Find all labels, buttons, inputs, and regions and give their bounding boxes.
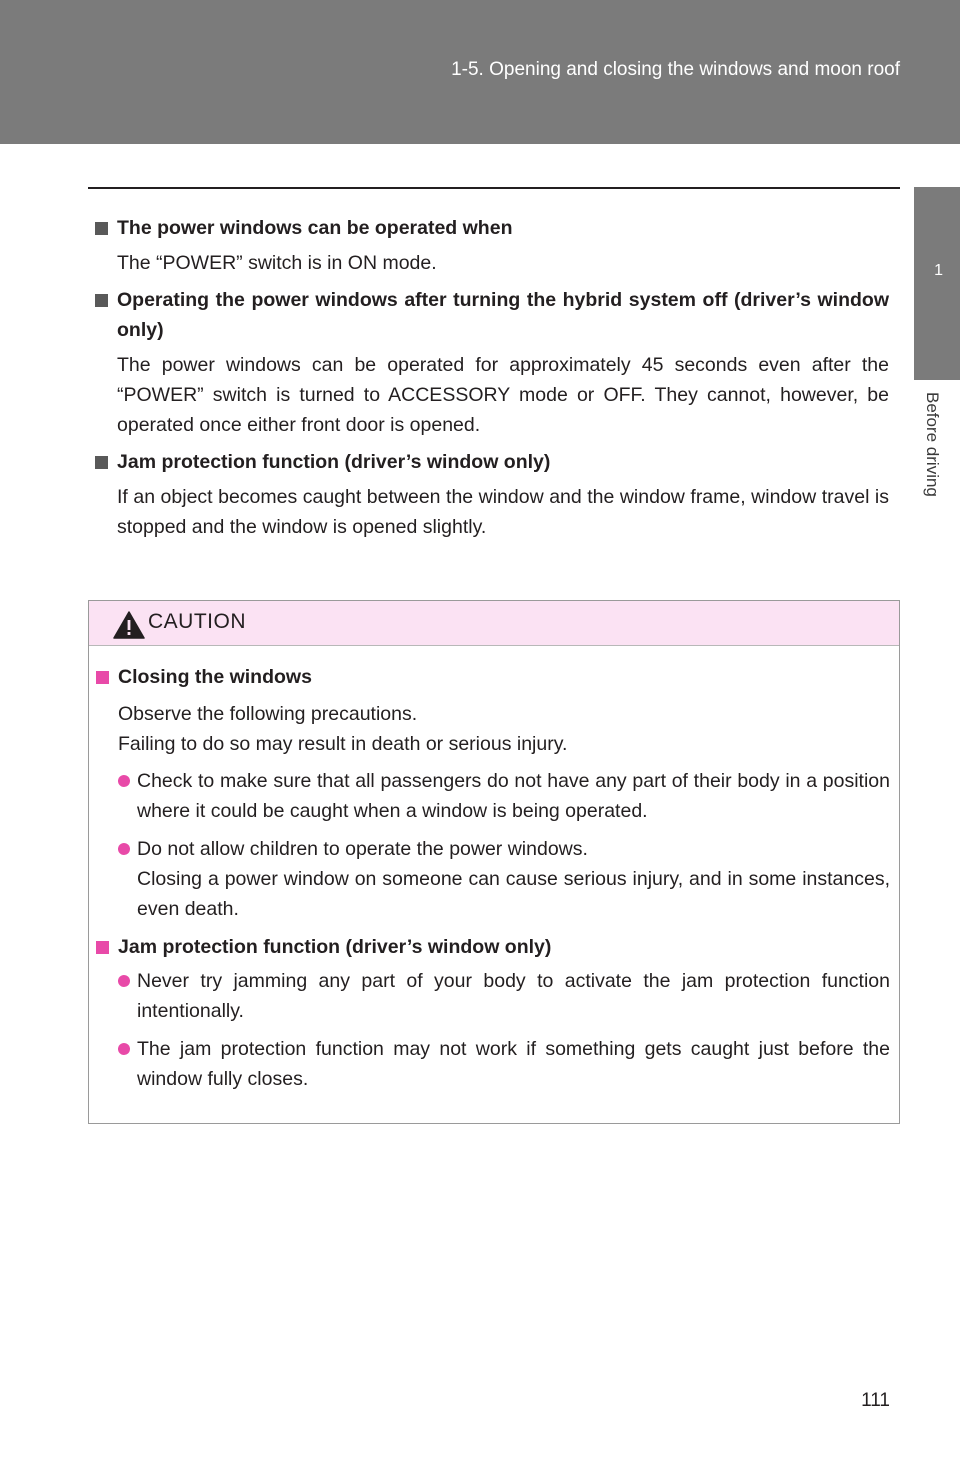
page-number: 111 — [861, 1390, 890, 1411]
caution-box — [88, 600, 900, 1124]
caution-title: CAUTION — [148, 610, 246, 633]
caution-bullet: Never try jamming any part of your body to activate the jam protection function intentionally. — [96, 966, 890, 1026]
warning-triangle-icon — [113, 611, 145, 639]
section-heading: The power windows can be operated when — [95, 213, 889, 243]
caution-intro-line: Observe the following precautions. — [118, 703, 418, 725]
section-text: If an object becomes caught between the window and the window frame, window travel is stopped and the window is opened slightly. — [117, 486, 889, 538]
caution-intro — [96, 699, 890, 759]
chapter-label — [910, 392, 954, 532]
caution-bullet — [96, 834, 890, 924]
section-heading: Operating the power windows after turning the hybrid system off (driver’s window only) — [95, 285, 889, 345]
header-rule — [88, 187, 900, 189]
section-text: The power windows can be operated for approximately 45 seconds even after the “POWER” switch is turned to ACCESSORY mode or OFF. They cannot, however, be operated once either front door is opened. — [117, 354, 889, 436]
section-text: The “POWER” switch is in ON mode. — [117, 252, 437, 274]
caution-bullet-line: Do not allow children to operate the power windows. — [137, 838, 588, 860]
chapter-number: 1 — [934, 262, 943, 279]
caution-bullet: Check to make sure that all passengers do not have any part of their body in a position where it could be caught when a window is being operated. — [96, 766, 890, 826]
caution-bullet: The jam protection function may not work if something gets caught just before the window fully closes. — [96, 1034, 890, 1094]
chapter-tab — [914, 187, 960, 380]
chapter-label-text: Before driving — [923, 392, 942, 497]
caution-bullet-line: Closing a power window on someone can cause serious injury, and in some instances, even death. — [137, 868, 890, 920]
caution-heading: Closing the windows — [96, 662, 890, 692]
section-title: 1-5. Opening and closing the windows and moon roof — [451, 59, 900, 80]
caution-body — [96, 662, 890, 1102]
caution-heading: Jam protection function (driver’s window only) — [96, 932, 890, 962]
caution-header — [89, 601, 899, 646]
caution-intro-line: Failing to do so may result in death or serious injury. — [118, 733, 568, 755]
page-header — [0, 0, 960, 144]
section-heading: Jam protection function (driver’s window only) — [95, 447, 889, 477]
main-content — [95, 213, 889, 549]
